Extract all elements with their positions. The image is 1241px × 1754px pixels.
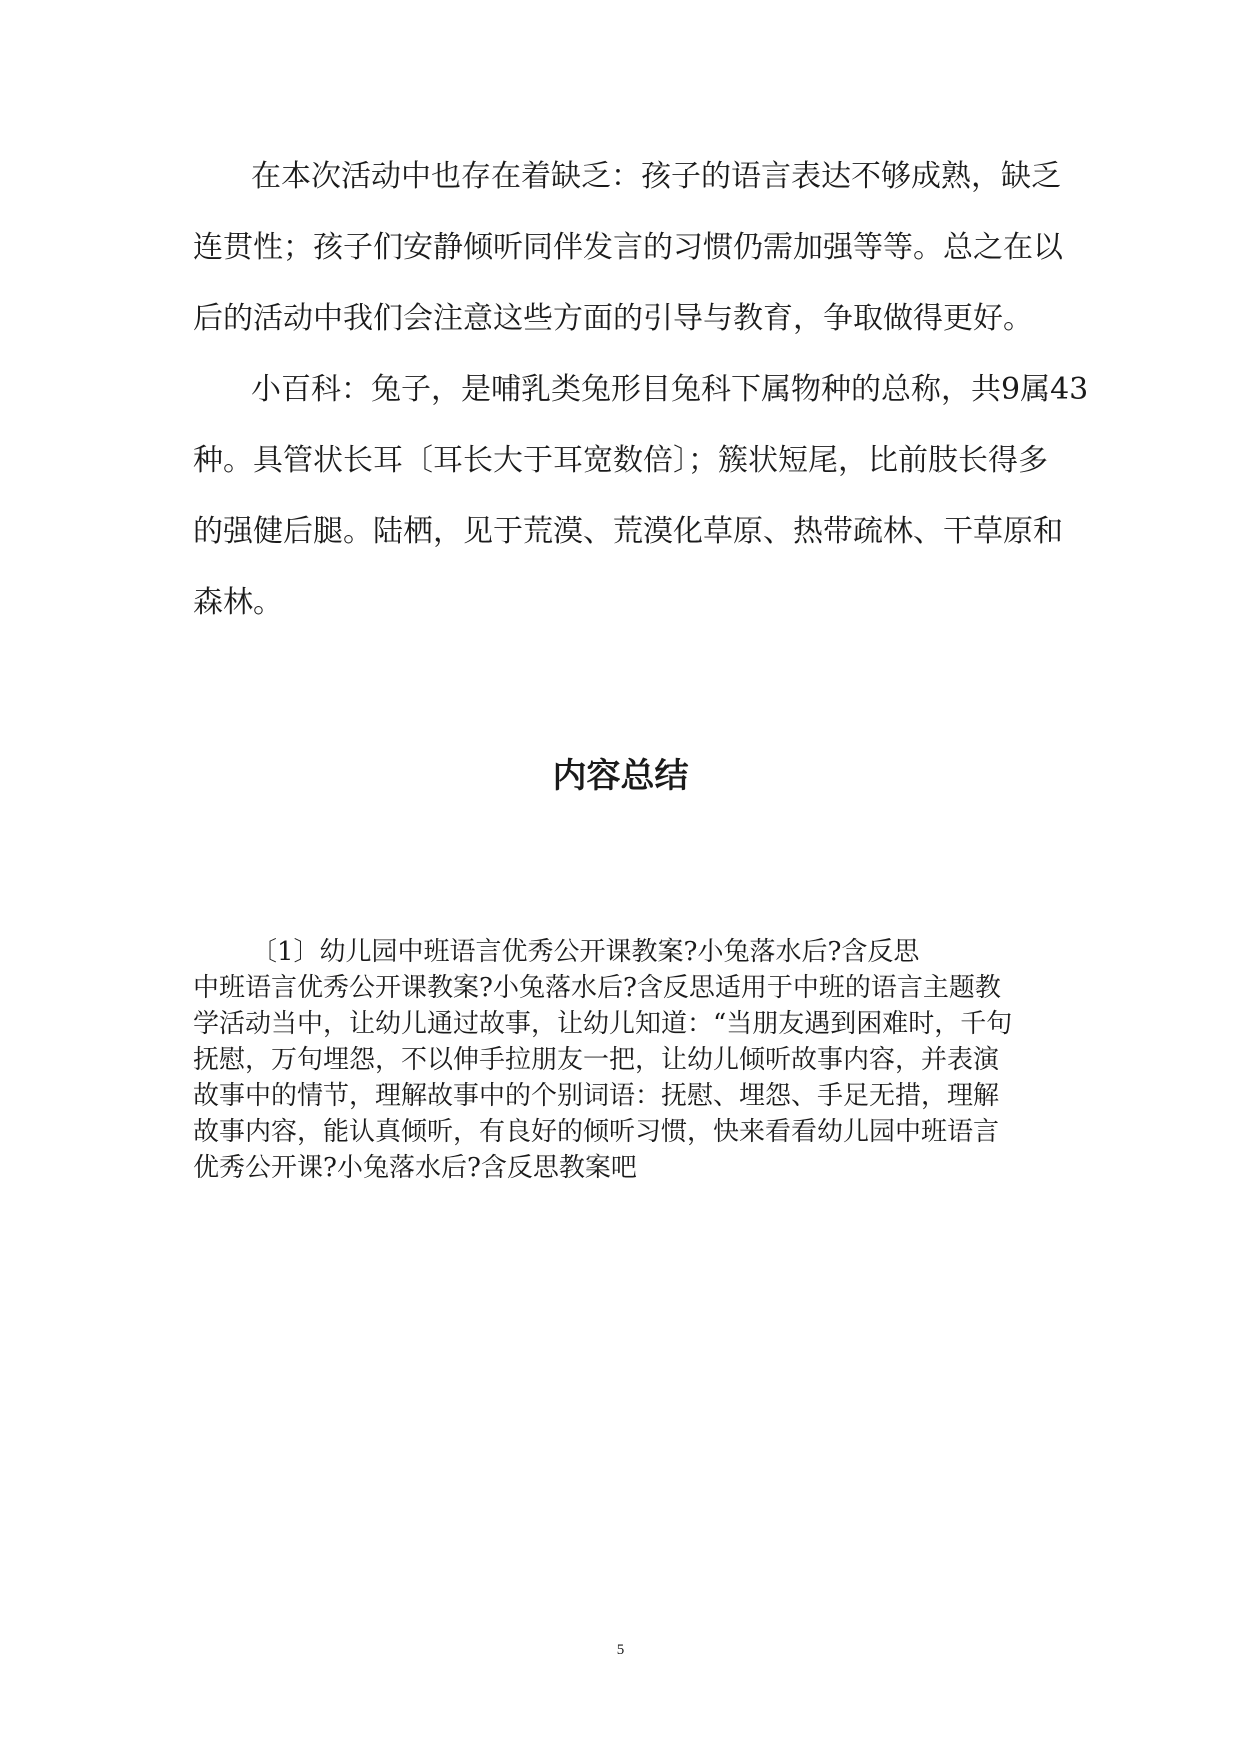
page-number: 5 xyxy=(616,1642,625,1658)
text-line: 连贯性；孩子们安静倾听同伴发言的习惯仍需加强等等。总之在以 xyxy=(193,230,1063,265)
summary-line: 故事内容，能认真倾听，有良好的倾听习惯，快来看看幼儿园中班语言 xyxy=(193,1117,1000,1147)
encyclopedia-paragraph xyxy=(193,354,1089,638)
summary-line: 优秀公开课?小兔落水后?含反思教案吧 xyxy=(193,1153,637,1183)
summary-line: 〔1〕幼儿园中班语言优秀公开课教案?小兔落水后?含反思 xyxy=(251,937,920,967)
reflection-paragraph xyxy=(193,141,1063,354)
summary-line: 中班语言优秀公开课教案?小兔落水后?含反思适用于中班的语言主题教 xyxy=(193,973,1001,1003)
text-line: 种。具管状长耳〔耳长大于耳宽数倍〕；簇状短尾，比前肢长得多 xyxy=(193,443,1048,478)
text-line: 森林。 xyxy=(193,585,283,620)
text-line: 的强健后腿。陆栖，见于荒漠、荒漠化草原、热带疏林、干草原和 xyxy=(193,514,1063,549)
summary-line: 抚慰，万句埋怨，不以伸手拉朋友一把，让幼儿倾听故事内容，并表演 xyxy=(193,1045,1000,1075)
summary-line: 学活动当中，让幼儿通过故事，让幼儿知道：“当朋友遇到困难时，千句 xyxy=(193,1009,1013,1039)
text-line: 小百科：兔子，是哺乳类兔形目兔科下属物种的总称，共9属43 xyxy=(251,372,1089,407)
text-line: 后的活动中我们会注意这些方面的引导与教育，争取做得更好。 xyxy=(193,301,1033,336)
section-title: 内容总结 xyxy=(552,756,689,796)
text-line: 在本次活动中也存在着缺乏：孩子的语言表达不够成熟，缺乏 xyxy=(251,159,1061,194)
summary-line: 故事中的情节，理解故事中的个别词语：抚慰、埋怨、手足无措，理解 xyxy=(193,1081,1000,1111)
summary-paragraph xyxy=(193,934,1053,1186)
